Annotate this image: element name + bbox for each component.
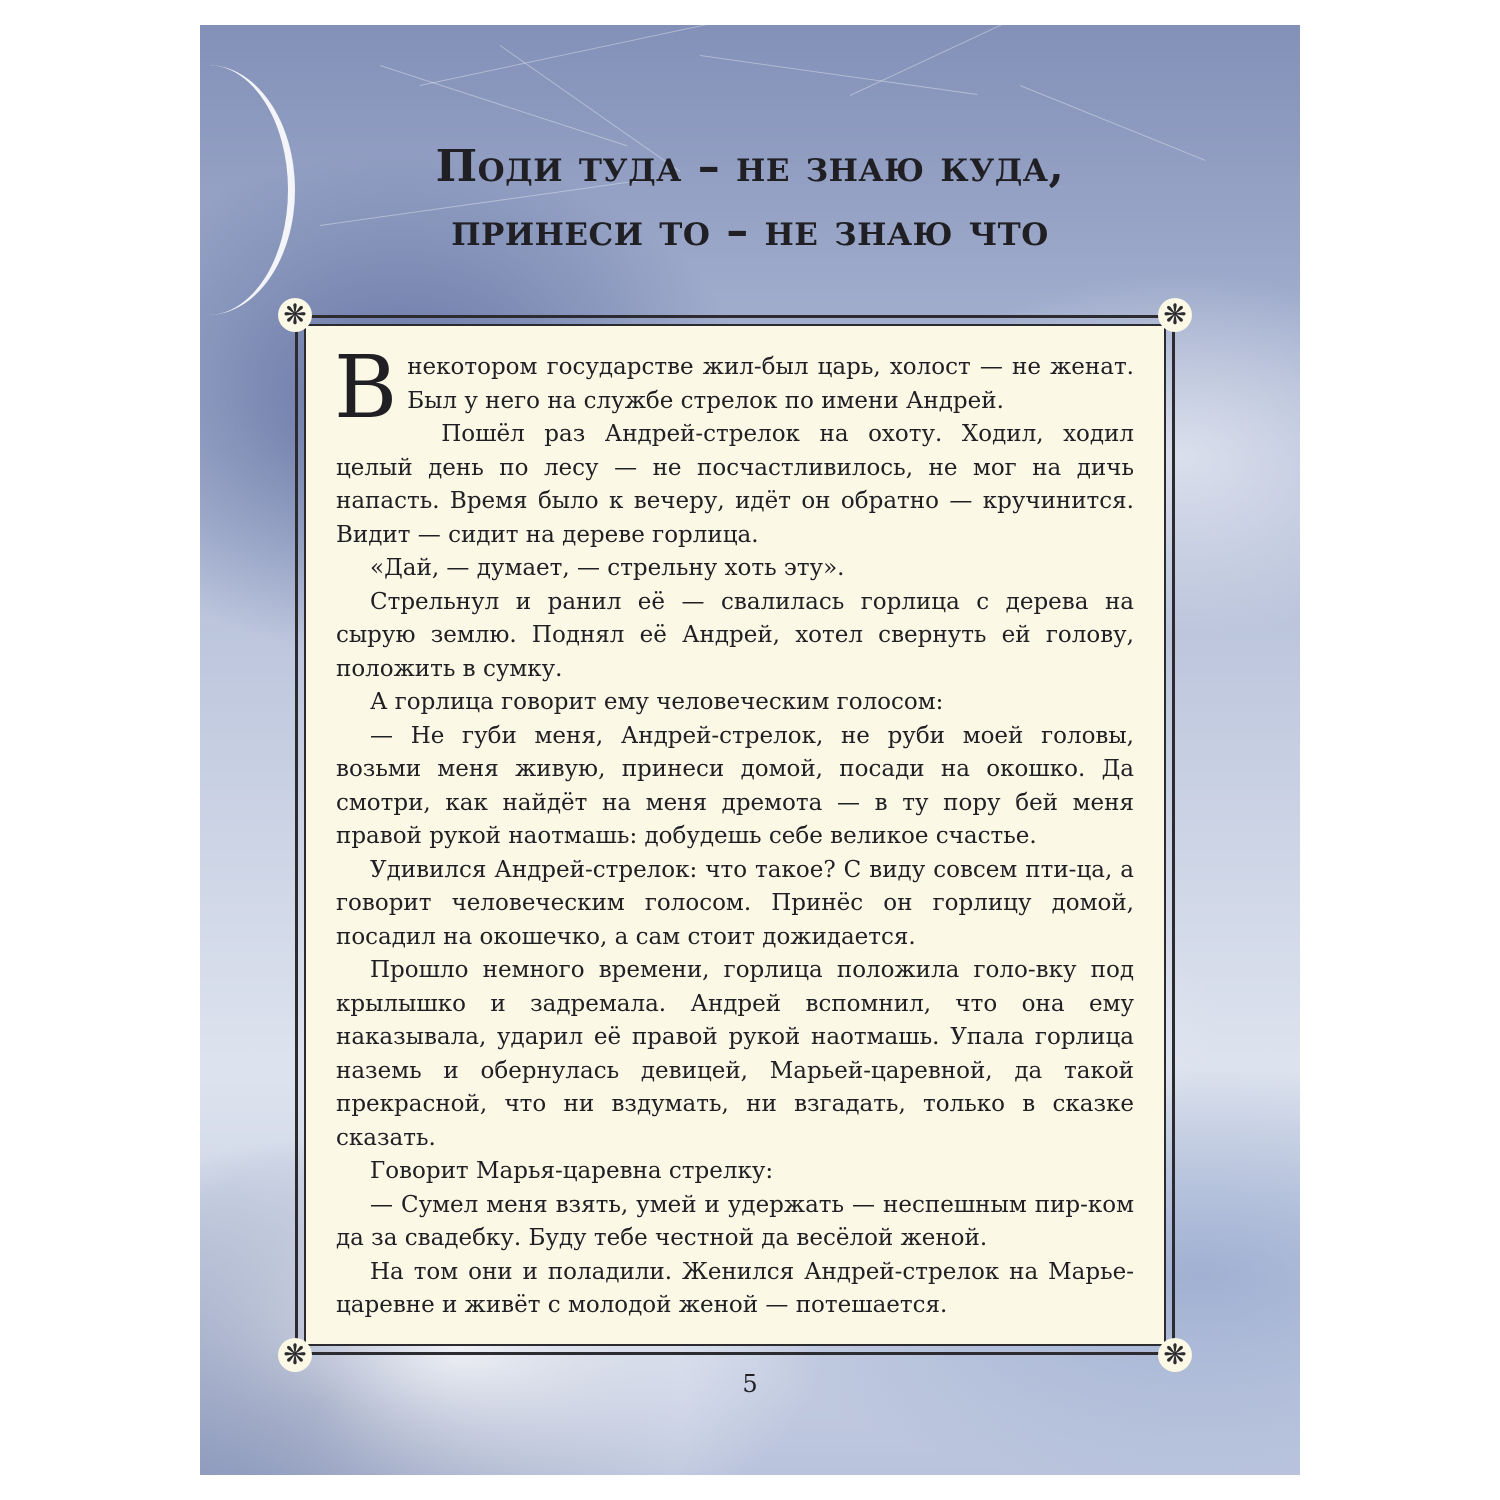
story-paragraph: А горлица говорит ему человеческим голосом:	[370, 689, 944, 715]
drop-cap: В	[334, 338, 398, 438]
snowflake-ornament-icon: ❋	[278, 298, 312, 332]
chapter-title	[200, 135, 1300, 263]
story-paragraph: Говорит Марья-царевна стрелку:	[370, 1158, 774, 1184]
chapter-title-line-1: Поди туда – не знаю куда,	[435, 141, 1065, 192]
text-frame	[283, 298, 1187, 1371]
snowflake-ornament-icon: ❋	[1158, 1338, 1192, 1372]
story-paragraph: Стрельнул и ранил её — свалилась горлица с дерева на сырую землю. Поднял её Андрей, хотел свернуть ей голову, положить в сумку.	[336, 588, 1134, 682]
story-paragraph: На том они и поладили. Женился Андрей-стрелок на Марье-царевне и живёт с молодой женой — потешается.	[336, 1258, 1134, 1318]
book-page	[200, 25, 1300, 1475]
story-paragraph: — Не губи меня, Андрей-стрелок, не руби моей головы, возьми меня живую, принеси домой, посади на окошко. Да смотри, как найдёт на меня дремота — в ту пору бей меня правой рукой наотмашь: добудешь себе великое счастье.	[336, 722, 1134, 849]
text-panel	[304, 324, 1166, 1346]
story-text	[334, 338, 1134, 1323]
snowflake-ornament-icon: ❋	[1158, 298, 1192, 332]
story-paragraph: Удивился Андрей-стрелок: что такое? С виду совсем пти-ца, а говорит человеческим голосом. Принёс он горлицу домой, посадил на окошечко, а сам стоит дожидается.	[336, 856, 1134, 950]
story-paragraph: — Сумел меня взять, умей и удержать — неспешным пир-ком да за свадебку. Буду тебе честной да весёлой женой.	[336, 1191, 1134, 1251]
story-paragraph: «Дай, — думает, — стрельну хоть эту».	[370, 555, 845, 581]
story-paragraph: Прошло немного времени, горлица положила голо-вку под крылышко и задремала. Андрей вспомнил, что она ему наказывала, ударил её правой рукой наотмашь. Упала горлица наземь и обернулась девицей, Марьей-царевной, да такой прекрасной, что ни вздумать, ни взгадать, только в сказке сказать.	[336, 957, 1134, 1151]
chapter-title-line-2: принеси то – не знаю что	[451, 205, 1049, 256]
snowflake-ornament-icon: ❋	[278, 1338, 312, 1372]
story-paragraph: Пошёл раз Андрей-стрелок на охоту. Ходил, ходил целый день по лесу — не посчастливилось, не мог на дичь напасть. Время было к вечеру, идёт он обратно — кручинится. Видит — сидит на дереве горлица.	[336, 421, 1134, 548]
story-paragraph: Внекотором государстве жил-был царь, холост — не женат. Был у него на службе стрелок по имени Андрей.	[334, 338, 1134, 438]
page-number: 5	[742, 1370, 758, 1398]
